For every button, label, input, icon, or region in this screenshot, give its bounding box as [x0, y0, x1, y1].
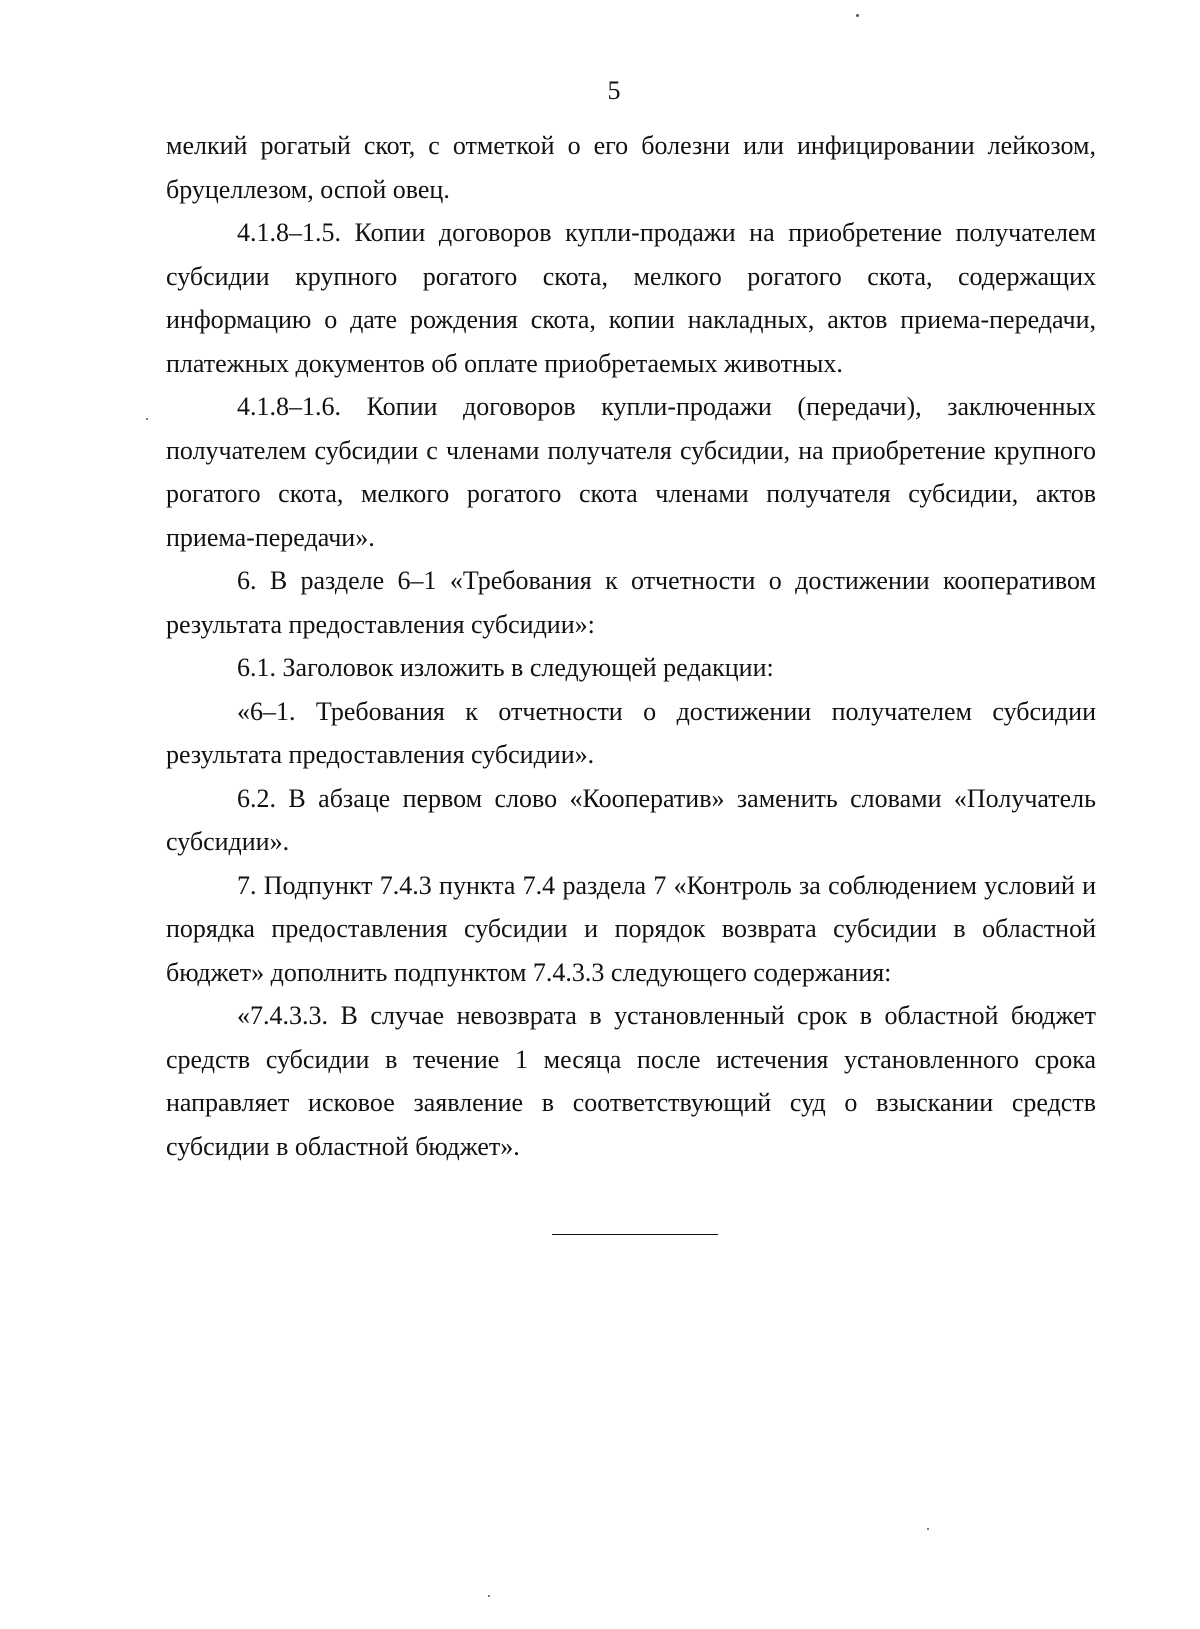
- paragraph-6-2: 6.2. В абзаце первом слово «Кооператив» заменить словами «Получатель субсидии».: [166, 783, 1096, 856]
- paragraph-7: 7. Подпункт 7.4.3 пункта 7.4 раздела 7 «Контроль за соблюдением условий и порядка предоставления субсидии и порядок возврата субсидии в областной бюджет» дополнить подпунктом 7.4.3.3 следующего содержания:: [166, 870, 1096, 987]
- scan-speck: [927, 1528, 929, 1530]
- paragraph-continuation: мелкий рогатый скот, с отметкой о его болезни или инфицировании лейкозом, бруцеллезом, оспой овец.: [166, 131, 1096, 204]
- scan-speck: [146, 418, 148, 420]
- paragraph-6-1: 6.1. Заголовок изложить в следующей редакции:: [237, 653, 774, 682]
- paragraph-7-4-3-3: «7.4.3.3. В случае невозврата в установленный срок в областной бюджет средств субсидии в течение 1 месяца после истечения установленного срока направляет исковое заявление в соответствующий суд о взыскании средств субсидии в областной бюджет».: [166, 1001, 1096, 1161]
- paragraph-4-1-8-1-5: 4.1.8–1.5. Копии договоров купли-продажи на приобретение получателем субсидии крупного рогатого скота, мелкого рогатого скота, содержащих информацию о дате рождения скота, копии накладных, актов приема-передачи, платежных документов об оплате приобретаемых животных.: [166, 218, 1096, 378]
- paragraph-4-1-8-1-6: 4.1.8–1.6. Копии договоров купли-продажи (передачи), заключенных получателем субсидии с членами получателя субсидии, на приобретение крупного рогатого скота, мелкого рогатого скота членами получателя субсидии, актов приема-передачи».: [166, 392, 1096, 552]
- page-number: 5: [607, 76, 621, 105]
- paragraph-6: 6. В разделе 6–1 «Требования к отчетности о достижении кооперативом результата предоставления субсидии»:: [166, 566, 1096, 639]
- paragraph-6-1-heading-quote: «6–1. Требования к отчетности о достижении получателем субсидии результата предоставления субсидии».: [166, 696, 1096, 769]
- closing-divider: [552, 1234, 718, 1235]
- document-body: [166, 124, 1096, 1168]
- scan-speck: [856, 14, 859, 17]
- scan-speck: [488, 1595, 490, 1597]
